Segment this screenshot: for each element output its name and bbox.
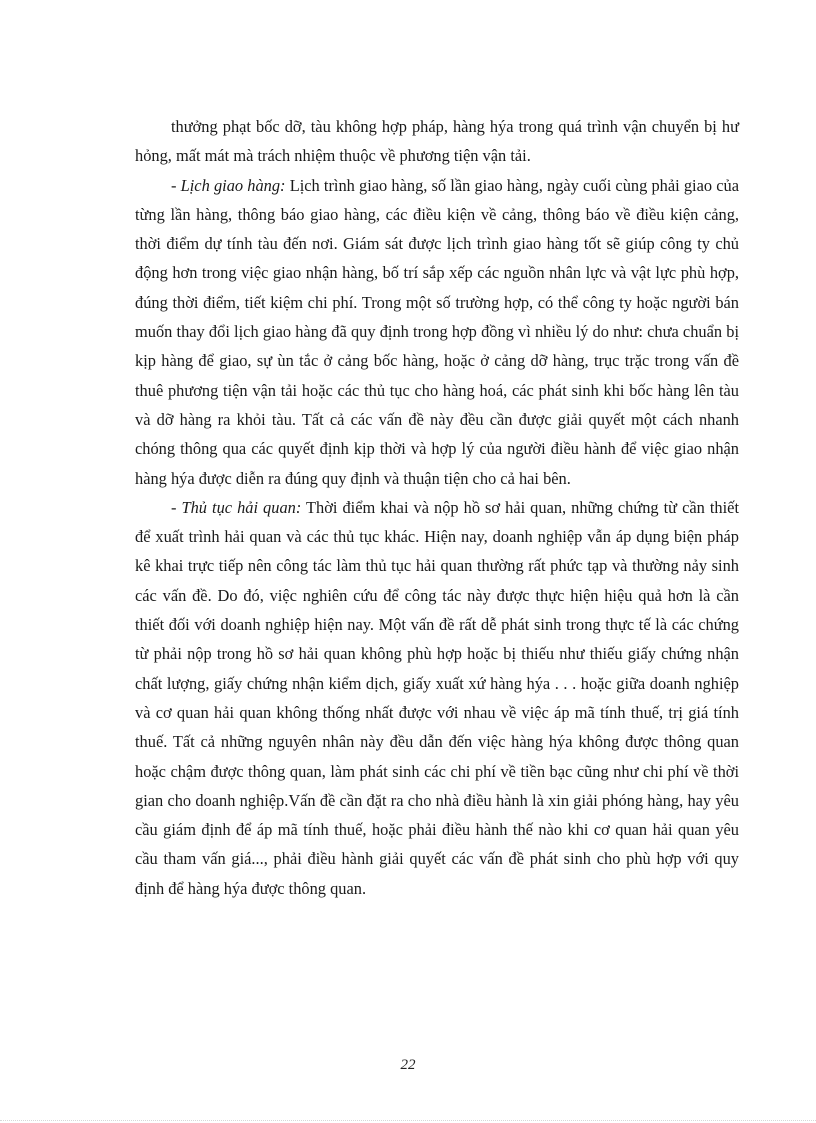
paragraph-customs-procedures xyxy=(135,493,739,903)
body-text xyxy=(135,112,739,903)
list-dash: - xyxy=(171,497,182,517)
term-delivery-schedule: Lịch giao hàng: xyxy=(180,175,286,195)
paragraph-text: Lịch trình giao hàng, số lần giao hàng, ngày cuối cùng phải giao của từng lần hàng, thông báo giao hàng, các điều kiện về cảng, thông báo về điều kiện cảng, thời điểm dự tính tàu đến nơi. Giám sát được lịch trình giao hàng tốt sẽ giúp công ty chủ động hơn trong việc giao nhận hàng, bố trí sắp xếp các nguồn nhân lực và vật lực phù hợp, đúng thời điểm, tiết kiệm chi phí. Trong một số trường hợp, có thể công ty hoặc người bán muốn thay đổi lịch giao hàng đã quy định trong hợp đồng vì nhiều lý do như: chưa chuẩn bị kịp hàng để giao, sự ùn tắc ở cảng bốc hàng, hoặc ở cảng dỡ hàng, trục trặc trong vấn đề thuê phương tiện vận tải hoặc các thủ tục cho hàng hoá, các phát sinh khi bốc hàng lên tàu và dỡ hàng ra khỏi tàu. Tất cả các vấn đề này đều cần được giải quyết một cách nhanh chóng thông qua các quyết định kịp thời và hợp lý của người điều hành để việc giao nhận hàng hýa được diễn ra đúng quy định và thuận tiện cho cả hai bên. xyxy=(135,175,739,488)
paragraph-delivery-schedule xyxy=(135,171,739,493)
term-customs-procedures: Thủ tục hải quan: xyxy=(181,497,302,517)
paragraph-text: thưởng phạt bốc dỡ, tàu không hợp pháp, hàng hýa trong quá trình vận chuyển bị hư hỏng, mất mát mà trách nhiệm thuộc về phương tiện vận tải. xyxy=(135,117,739,166)
footer-divider xyxy=(0,1120,816,1121)
paragraph-transport-liability xyxy=(135,112,739,171)
page-number: 22 xyxy=(400,1057,416,1073)
list-dash: - xyxy=(171,175,181,195)
paragraph-text: Thời điểm khai và nộp hồ sơ hải quan, những chứng từ cần thiết để xuất trình hải quan và các thủ tục khác. Hiện nay, doanh nghiệp vẫn áp dụng biện pháp kê khai trực tiếp nên công tác làm thủ tục hải quan thường rất phức tạp và thường nảy sinh các vấn đề. Do đó, việc nghiên cứu để công tác này được thực hiện hiệu quả hơn là cần thiết đối với doanh nghiệp hiện nay. Một vấn đề rất dễ phát sinh trong thực tế là các chứng từ phải nộp trong hồ sơ hải quan không phù hợp hoặc bị thiếu như thiếu giấy chứng nhận chất lượng, giấy chứng nhận kiểm dịch, giấy xuất xứ hàng hýa . . . hoặc giữa doanh nghiệp và cơ quan hải quan không thống nhất được với nhau về việc áp mã tính thuế, trị giá tính thuế. Tất cả những nguyên nhân này đều dẫn đến việc hàng hýa không được thông quan hoặc chậm được thông quan, làm phát sinh các chi phí về tiền bạc cũng như chi phí về thời gian cho doanh nghiệp.Vấn đề cần đặt ra cho nhà điều hành là xin giải phóng hàng, hay yêu cầu giám định để áp mã tính thuế, hoặc phải điều hành thế nào khi cơ quan hải quan yêu cầu tham vấn giá..., phải điều hành giải quyết các vấn đề phát sinh cho phù hợp với quy định để hàng hýa được thông quan. xyxy=(135,497,739,898)
